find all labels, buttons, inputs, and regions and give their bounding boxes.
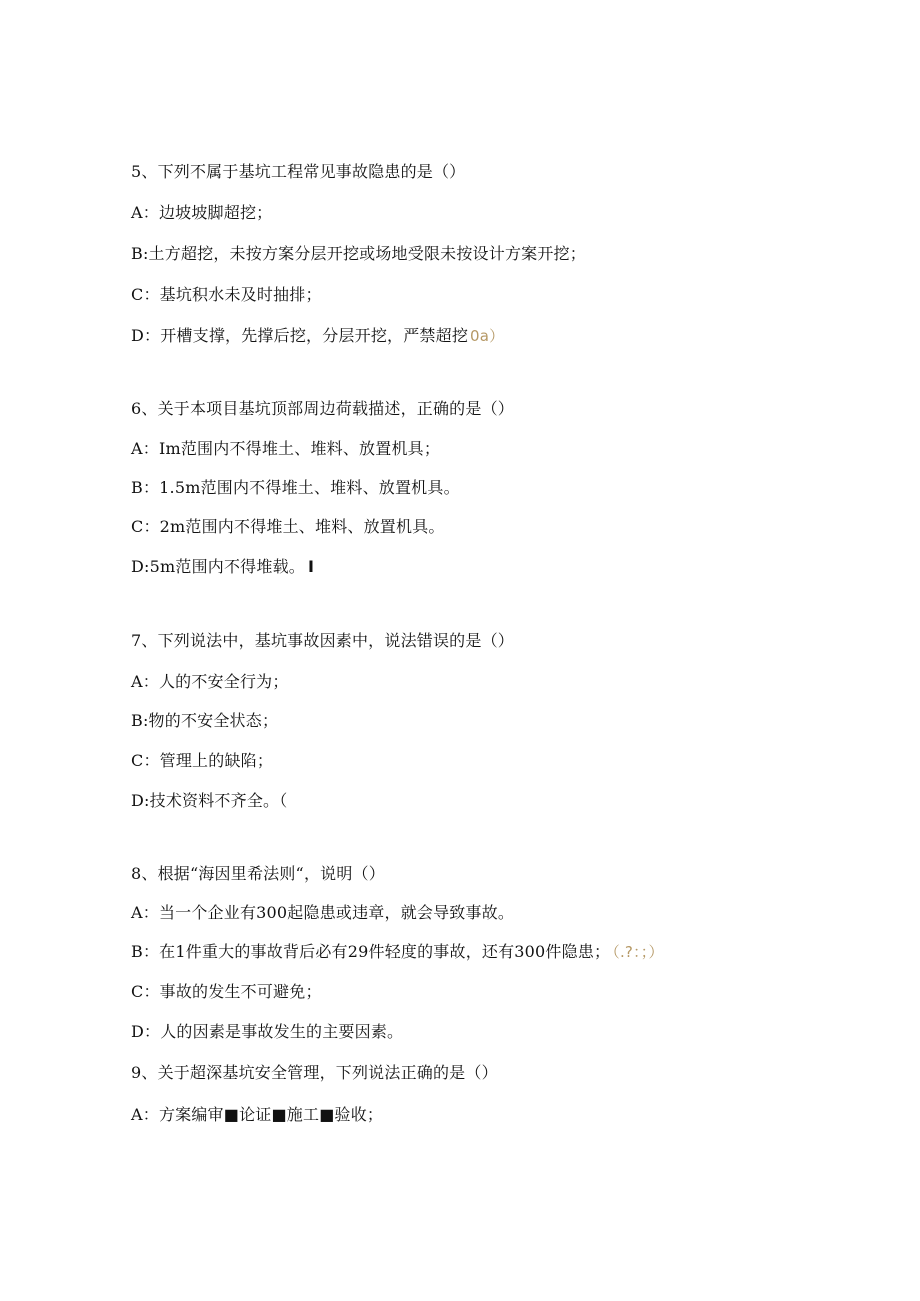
question-8-option-b: B：在1件重大的事故背后必有29件轻度的事故，还有300件隐患； xyxy=(131,942,611,961)
question-6-option-d-line xyxy=(131,557,314,577)
question-9-stem: 9、关于超深基坑安全管理，下列说法正确的是（） xyxy=(131,1063,498,1082)
question-8-option-b-line xyxy=(131,942,664,962)
question-5-option-b: B:土方超挖，未按方案分层开挖或场地受限未按设计方案开挖； xyxy=(131,244,586,263)
question-5-option-d: D：开槽支撑，先撑后挖，分层开挖，严禁超挖 xyxy=(131,326,469,345)
question-8-option-d: D：人的因素是事故发生的主要因素。 xyxy=(131,1022,404,1041)
question-7-option-d: D:技术资料不齐全。（ xyxy=(131,791,288,810)
question-6-text-mark: I xyxy=(307,557,315,576)
question-5-faint-note: 0a） xyxy=(470,327,505,345)
question-9-option-a: A：方案编审■论证■施工■验收； xyxy=(131,1105,384,1124)
question-5-option-c: C：基坑积水未及时抽排； xyxy=(131,285,322,304)
question-6-option-b: B：1.5m范围内不得堆土、堆料、放置机具。 xyxy=(131,478,460,497)
question-7-option-b: B:物的不安全状态； xyxy=(131,711,279,730)
question-6-option-a: A：Im范围内不得堆土、堆料、放置机具； xyxy=(131,439,441,458)
question-5-option-a: A：边坡坡脚超挖； xyxy=(131,203,273,222)
question-5-option-d-line xyxy=(131,326,504,346)
question-7-option-a: A：人的不安全行为； xyxy=(131,672,289,691)
question-8-option-a: A：当一个企业有300起隐患或违章，就会导致事故。 xyxy=(131,903,515,922)
question-8-option-c: C：事故的发生不可避免； xyxy=(131,982,322,1001)
question-6-stem: 6、关于本项目基坑顶部周边荷载描述，正确的是（） xyxy=(131,399,514,418)
question-6-option-d: D:5m范围内不得堆载。 xyxy=(131,557,305,576)
question-8-faint-note: （.?：；） xyxy=(612,943,664,961)
question-5-stem: 5、下列不属于基坑工程常见事故隐患的是（） xyxy=(131,162,466,181)
question-7-option-c: C：管理上的缺陷； xyxy=(131,751,274,770)
question-6-option-c: C：2m范围内不得堆土、堆料、放置机具。 xyxy=(131,517,445,536)
question-8-stem: 8、根据“海因里希法则“，说明（） xyxy=(131,864,385,883)
question-7-stem: 7、下列说法中，基坑事故因素中，说法错误的是（） xyxy=(131,631,514,650)
